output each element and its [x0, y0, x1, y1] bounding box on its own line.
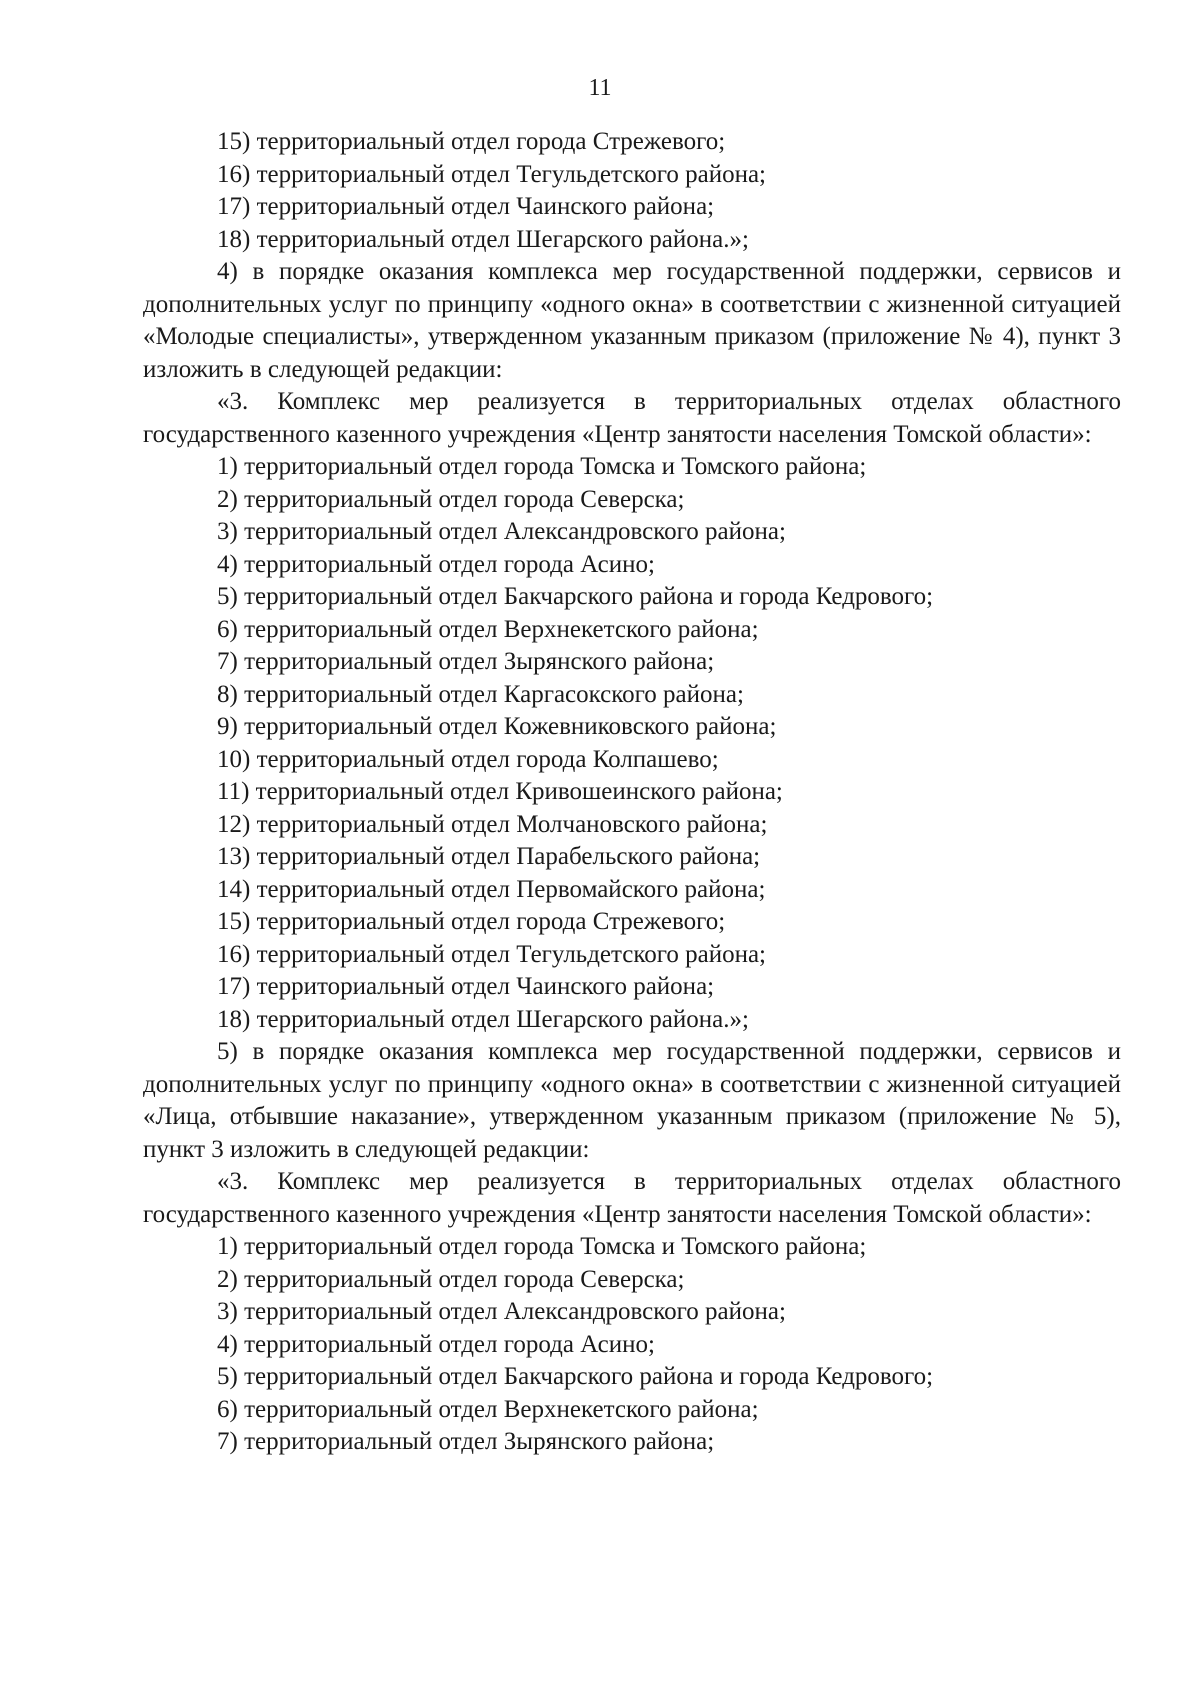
document-body	[143, 126, 1121, 1459]
list-item: 16) территориальный отдел Тегульдетского района;	[217, 940, 766, 968]
list-item-5-offices	[143, 1231, 1121, 1459]
list-item: 13) территориальный отдел Парабельского района;	[217, 843, 761, 870]
list-top	[143, 126, 1121, 256]
list-item-4-offices	[143, 451, 1121, 1036]
page-number: 11	[588, 75, 612, 101]
list-item: 15) территориальный отдел города Стрежевого;	[217, 908, 726, 935]
paragraph-item-5: 5) в порядке оказания комплекса мер государственной поддержки, сервисов и дополнительных услуг по принципу «одного окна» в соответствии с жизненной ситуацией «Лица, отбывшие наказание», утвержденном указанным приказом (приложение № 5), пункт 3 изложить в следующей редакции:	[143, 1038, 1121, 1163]
list-item: 8) территориальный отдел Каргасокского района;	[217, 680, 744, 708]
list-item: 9) территориальный отдел Кожевниковского района;	[217, 713, 777, 740]
list-item: 4) территориальный отдел города Асино;	[217, 550, 655, 578]
list-item: 1) территориальный отдел города Томска и Томского района;	[217, 453, 867, 480]
list-item: 16) территориальный отдел Тегульдетского района;	[217, 160, 766, 188]
list-item: 3) территориальный отдел Александровского района;	[217, 1298, 786, 1325]
list-item: 4) территориальный отдел города Асино;	[217, 1330, 655, 1358]
list-item: 1) территориальный отдел города Томска и Томского района;	[217, 1233, 867, 1260]
list-item: 3) территориальный отдел Александровского района;	[217, 518, 786, 545]
list-item: 2) территориальный отдел города Северска;	[217, 485, 685, 513]
list-item: 17) территориальный отдел Чаинского района;	[217, 973, 715, 1000]
list-item: 18) территориальный отдел Шегарского района.»;	[217, 225, 749, 253]
list-item: 14) территориальный отдел Первомайского района;	[217, 875, 766, 903]
list-item: 7) территориальный отдел Зырянского района;	[217, 1428, 715, 1455]
quoted-clause-3-item-5: «3. Комплекс мер реализуется в территориальных отделах областного государственного казенного учреждения «Центр занятости населения Томской области»:	[143, 1168, 1121, 1228]
list-item: 6) территориальный отдел Верхнекетского района;	[217, 615, 759, 643]
list-item: 2) территориальный отдел города Северска;	[217, 1265, 685, 1293]
paragraph-item-4: 4) в порядке оказания комплекса мер государственной поддержки, сервисов и дополнительных услуг по принципу «одного окна» в соответствии с жизненной ситуацией «Молодые специалисты», утвержденном указанным приказом (приложение № 4), пункт 3 изложить в следующей редакции:	[143, 258, 1121, 383]
list-item: 10) территориальный отдел города Колпашево;	[217, 745, 719, 773]
list-item: 18) территориальный отдел Шегарского района.»;	[217, 1005, 749, 1033]
list-item: 11) территориальный отдел Кривошеинского района;	[217, 778, 783, 805]
quoted-clause-3-item-4: «3. Комплекс мер реализуется в территориальных отделах областного государственного казенного учреждения «Центр занятости населения Томской области»:	[143, 388, 1121, 448]
list-item: 15) территориальный отдел города Стрежевого;	[217, 128, 726, 155]
list-item: 7) территориальный отдел Зырянского района;	[217, 648, 715, 675]
list-item: 17) территориальный отдел Чаинского района;	[217, 193, 715, 220]
list-item: 5) территориальный отдел Бакчарского района и города Кедрового;	[217, 583, 934, 610]
list-item: 12) территориальный отдел Молчановского района;	[217, 810, 768, 838]
list-item: 5) территориальный отдел Бакчарского района и города Кедрового;	[217, 1363, 934, 1390]
list-item: 6) территориальный отдел Верхнекетского района;	[217, 1395, 759, 1423]
